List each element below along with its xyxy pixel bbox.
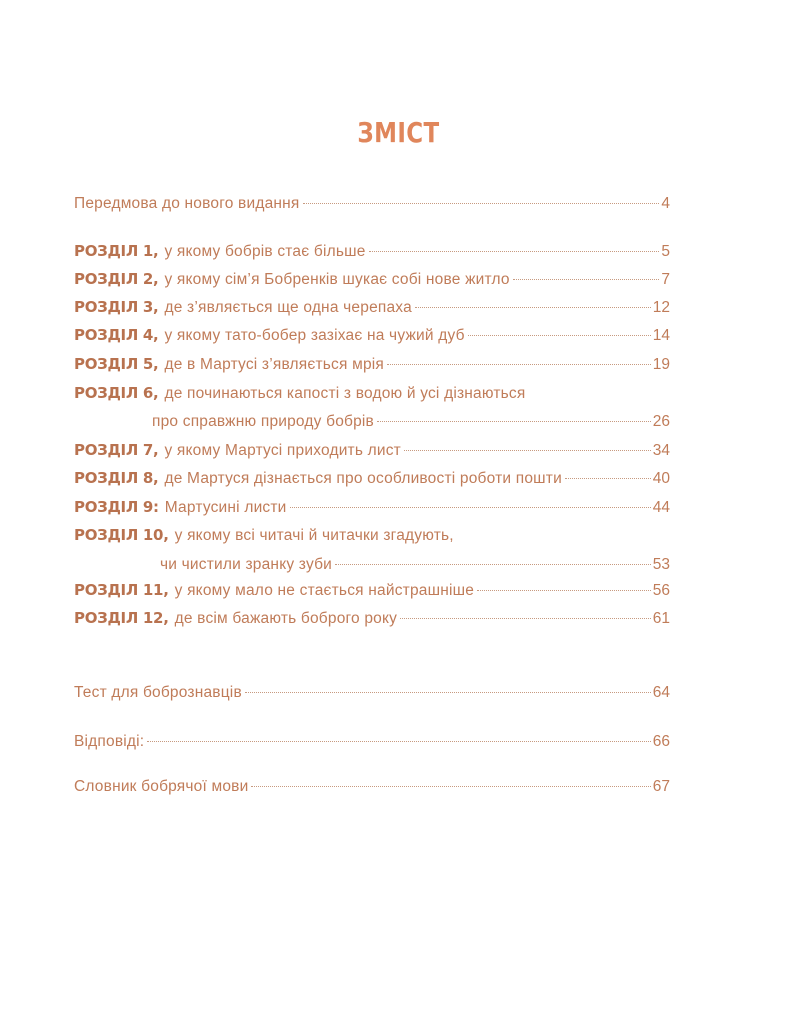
dot-leader bbox=[245, 692, 651, 693]
entry-text: у якому мало не стається найстрашніше bbox=[174, 582, 475, 599]
page-number: 66 bbox=[652, 733, 670, 750]
entry-text: де в Мартусі з’являється мрія bbox=[164, 356, 385, 373]
page-number: 5 bbox=[661, 243, 670, 260]
dot-leader bbox=[415, 307, 651, 308]
page-title: ЗМІСТ bbox=[357, 116, 440, 149]
page-number: 14 bbox=[652, 327, 670, 344]
chapter-label: РОЗДІЛ 7, bbox=[74, 441, 159, 459]
chapter-label: РОЗДІЛ 9: bbox=[74, 498, 159, 516]
page-number: 4 bbox=[661, 195, 670, 212]
entry-text: Словник бобрячої мови bbox=[74, 778, 249, 795]
entry-text: у якому бобрів стає більше bbox=[164, 243, 366, 260]
toc-entry-chapter-2 bbox=[74, 268, 670, 291]
toc-entry-chapter-4 bbox=[74, 324, 670, 347]
page-number: 12 bbox=[652, 299, 670, 316]
entry-text: у якому всі читачі й читачки згадують, bbox=[174, 527, 454, 544]
page-number: 61 bbox=[652, 610, 670, 627]
entry-text: де з’являється ще одна черепаха bbox=[164, 299, 412, 316]
entry-text: Мартусині листи bbox=[164, 499, 287, 516]
toc-entry-chapter-7 bbox=[74, 439, 670, 462]
entry-text: Відповіді: bbox=[74, 733, 145, 750]
chapter-label: РОЗДІЛ 6, bbox=[74, 384, 159, 402]
chapter-label: РОЗДІЛ 2, bbox=[74, 270, 159, 288]
toc-entry-chapter-5 bbox=[74, 353, 670, 376]
entry-text-continued: чи чистили зранку зуби bbox=[160, 556, 333, 573]
toc-entry-chapter-9 bbox=[74, 496, 670, 519]
page-number: 19 bbox=[652, 356, 670, 373]
toc-entry-glossary bbox=[74, 776, 670, 798]
entry-text: Передмова до нового видання bbox=[74, 195, 300, 212]
page-number: 26 bbox=[652, 413, 670, 430]
toc-entry-answers bbox=[74, 731, 670, 753]
dot-leader bbox=[387, 364, 651, 365]
chapter-label: РОЗДІЛ 5, bbox=[74, 355, 159, 373]
dot-leader bbox=[377, 421, 651, 422]
toc-entry-foreword bbox=[74, 193, 670, 215]
entry-text: де Мартуся дізнається про особливості роботи пошти bbox=[164, 470, 562, 487]
toc-entry-chapter-11 bbox=[74, 579, 670, 602]
dot-leader bbox=[290, 507, 651, 508]
dot-leader bbox=[251, 786, 650, 787]
page-number: 64 bbox=[652, 684, 670, 701]
chapter-label: РОЗДІЛ 1, bbox=[74, 242, 159, 260]
entry-text: у якому Мартусі приходить лист bbox=[164, 442, 401, 459]
chapter-label: РОЗДІЛ 4, bbox=[74, 326, 159, 344]
toc-entry-chapter-3 bbox=[74, 296, 670, 319]
dot-leader bbox=[404, 450, 651, 451]
toc-entry-chapter-8 bbox=[74, 467, 670, 490]
page-number: 34 bbox=[652, 442, 670, 459]
chapter-label: РОЗДІЛ 3, bbox=[74, 298, 159, 316]
chapter-label: РОЗДІЛ 10, bbox=[74, 526, 169, 544]
dot-leader bbox=[513, 279, 660, 280]
entry-text: де всім бажають боброго року bbox=[174, 610, 398, 627]
dot-leader bbox=[335, 564, 651, 565]
toc-entry-quiz bbox=[74, 682, 670, 704]
dot-leader bbox=[477, 590, 651, 591]
toc-entry-chapter-10 bbox=[74, 524, 670, 576]
chapter-label: РОЗДІЛ 11, bbox=[74, 581, 169, 599]
dot-leader bbox=[369, 251, 660, 252]
page-number: 44 bbox=[652, 499, 670, 516]
page-number: 56 bbox=[652, 582, 670, 599]
dot-leader bbox=[400, 618, 651, 619]
chapter-label: РОЗДІЛ 12, bbox=[74, 609, 169, 627]
dot-leader bbox=[565, 478, 651, 479]
toc-entry-chapter-1 bbox=[74, 240, 670, 263]
toc-entry-chapter-6 bbox=[74, 382, 670, 433]
entry-text: у якому сім’я Бобренків шукає собі нове житло bbox=[164, 271, 510, 288]
page-number: 67 bbox=[652, 778, 670, 795]
entry-text-continued: про справжню природу бобрів bbox=[152, 413, 374, 430]
page-number: 40 bbox=[652, 470, 670, 487]
dot-leader bbox=[147, 741, 650, 742]
chapter-label: РОЗДІЛ 8, bbox=[74, 469, 159, 487]
page-number: 7 bbox=[661, 271, 670, 288]
entry-text: Тест для бобрознавців bbox=[74, 684, 242, 701]
entry-text: де починаються капості з водою й усі дізнаються bbox=[164, 385, 526, 402]
page-number: 53 bbox=[652, 556, 670, 573]
entry-text: у якому тато-бобер зазіхає на чужий дуб bbox=[164, 327, 465, 344]
dot-leader bbox=[468, 335, 651, 336]
dot-leader bbox=[303, 203, 660, 204]
toc-entry-chapter-12 bbox=[74, 607, 670, 630]
